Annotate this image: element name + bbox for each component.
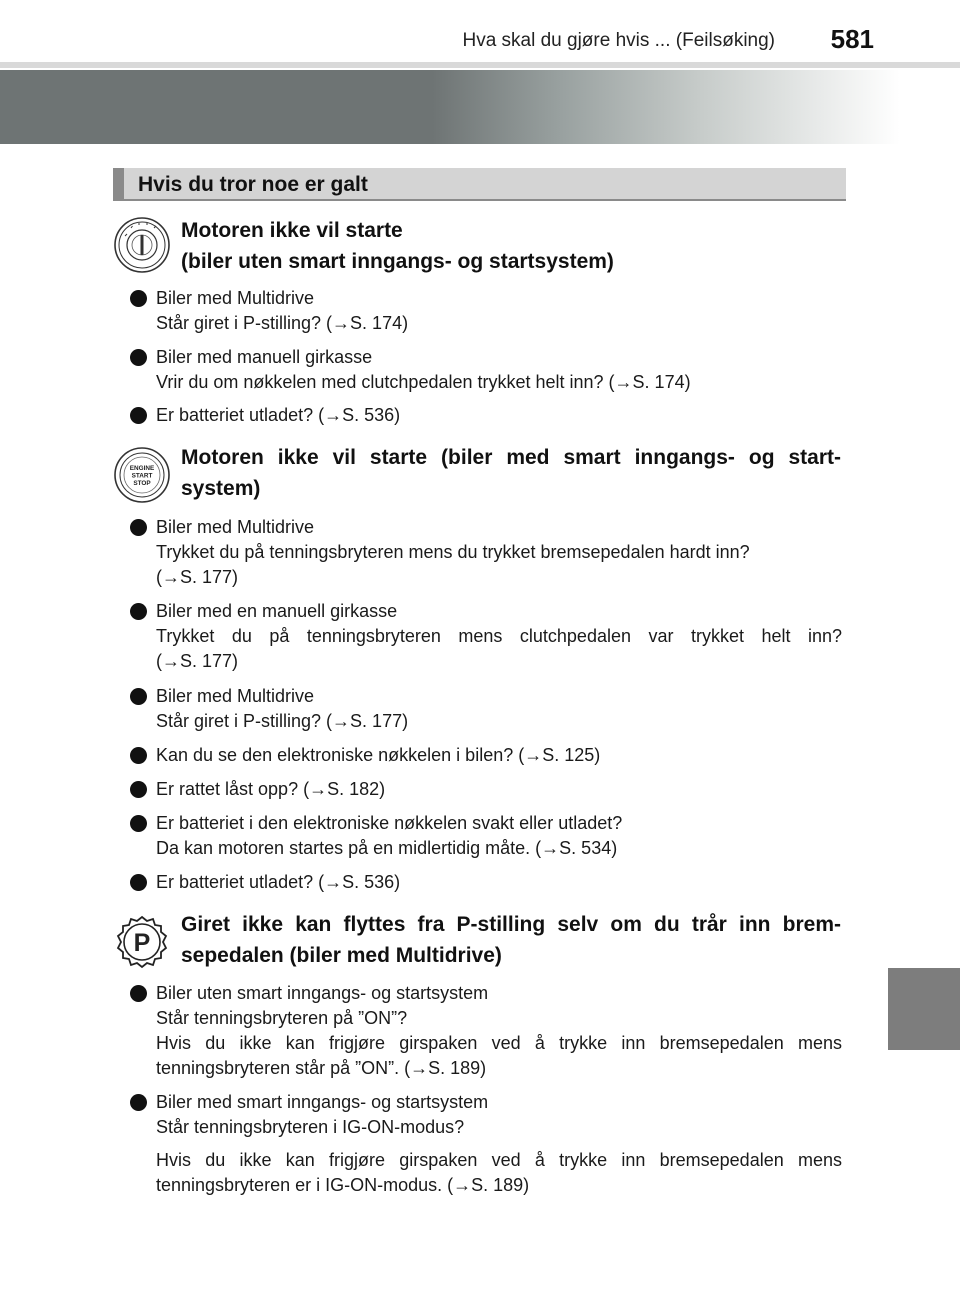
list-item: Biler med en manuell girkasse Trykket du på tenningsbryteren mens clutchpedalen var trykket helt inn? (→S. 177) [130,599,842,674]
list-item: Er batteriet i den elektroniske nøkkelen svakt eller utladet? Da kan motoren startes på en midlertidig måte. (→S. 534) [130,811,842,861]
list-item: Er batteriet utladet? (→S. 536) [130,870,842,895]
section-title: Hvis du tror noe er galt [138,173,368,196]
svg-text:P: P [133,929,151,957]
page-header [0,0,960,62]
list-item: Biler med Multidrive Står giret i P-stilling? (→S. 174) [130,286,842,336]
svg-text:START: START [131,472,153,480]
bullet-dot [130,985,147,1002]
chapter-banner [0,70,900,144]
bullet-dot [130,349,147,366]
bullet-dot [130,688,147,705]
heading-engine-no-start-smart: Motoren ikke vil starte (biler med smart inngangs- og start- system) [181,446,841,500]
bullet-dot [130,407,147,424]
bullet-dot [130,603,147,620]
list-item: Er rattet låst opp? (→S. 182) [130,777,842,802]
section-header-bar [113,168,846,201]
bullet-dot [130,519,147,536]
svg-text:STOP: STOP [133,480,151,487]
bullet-dot [130,290,147,307]
list-item: Biler med manuell girkasse Vrir du om nøkkelen med clutchpedalen trykket helt inn? (→S. 174) [130,345,842,395]
list-item: Kan du se den elektroniske nøkkelen i bilen? (→S. 125) [130,743,842,768]
bullet-dot [130,781,147,798]
header-rule [0,62,960,68]
svg-text:ENGINE: ENGINE [129,465,155,472]
bullet-dot [130,815,147,832]
heading-engine-no-start-key: Motoren ikke vil starte (biler uten smart inngangs- og startsystem) [181,219,614,273]
bullet-dot [130,747,147,764]
page-number: 581 [830,24,874,54]
list-item: Biler med Multidrive Står giret i P-stilling? (→S. 177) [130,684,842,734]
ignition-key-switch-icon [113,216,171,274]
heading-gear-stuck-park: Giret ikke kan flyttes fra P-stilling selv om du trår inn brem- sepedalen (biler med Multidrive) [181,913,841,967]
bullet-dot [130,874,147,891]
list-item: Biler med Multidrive Trykket du på tenningsbryteren mens du trykket bremsepedalen hardt inn? (→S. 177) [130,515,842,590]
bullet-dot [130,1094,147,1111]
running-head: Hva skal du gjøre hvis ... (Feilsøking) [462,30,775,51]
list-item: Biler uten smart inngangs- og startsystem Står tenningsbryteren på ”ON”? Hvis du ikke kan frigjøre girspaken ved å trykke inn bremsepedalen mens tenningsbryteren står på ”ON”. (→S. 189) [130,981,842,1081]
list-item: Biler med smart inngangs- og startsystem Står tenningsbryteren i IG-ON-modus? Hvis du ikke kan frigjøre girspaken ved å trykke inn bremsepedalen mens tenningsbryteren er i IG-ON-modus. (→S. 189) [130,1090,842,1198]
park-gear-p-icon [113,913,171,971]
list-item: Er batteriet utladet? (→S. 536) [130,403,842,428]
engine-start-stop-button-icon [113,446,171,504]
chapter-side-tab [888,968,960,1050]
